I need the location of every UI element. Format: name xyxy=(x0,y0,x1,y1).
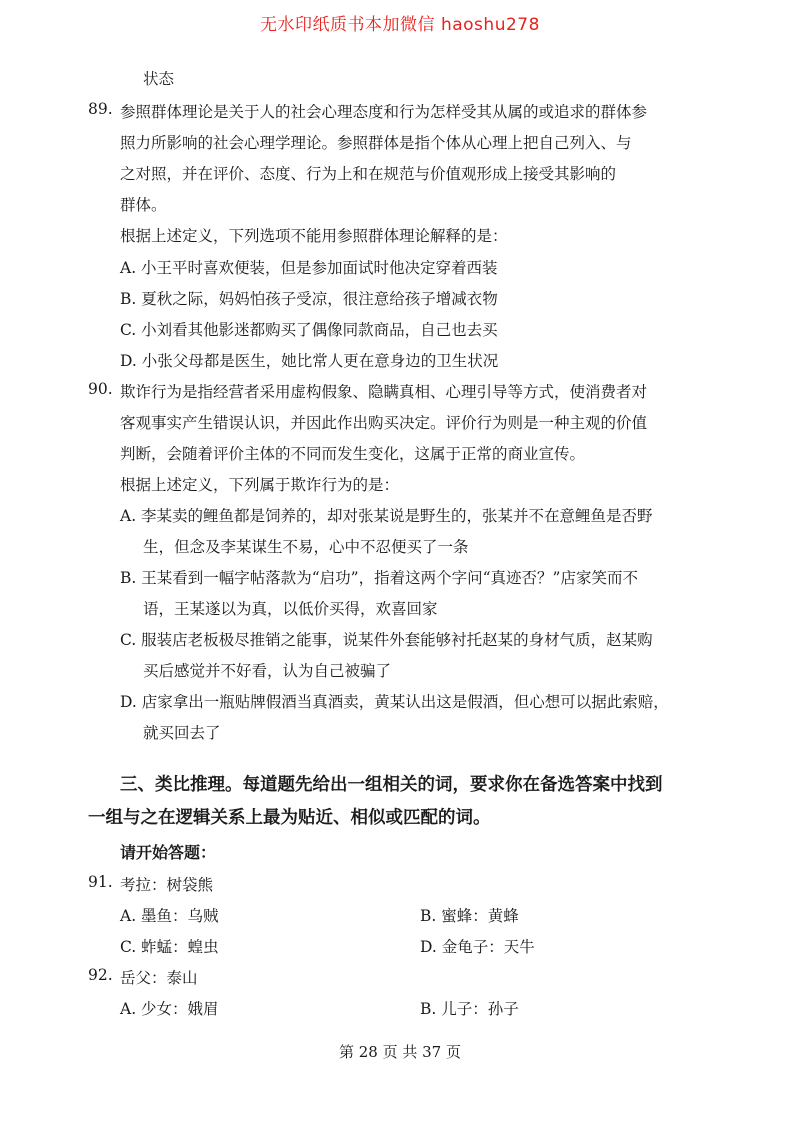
option-c: C. 小刘看其他影迷都购买了偶像同款商品，自己也去买 xyxy=(120,321,498,339)
question-stem-line: 参照群体理论是关于人的社会心理态度和行为怎样受其从属的或追求的群体参 xyxy=(120,103,648,121)
start-instruction: 请开始答题： xyxy=(120,843,217,862)
question-stem-line: 欺诈行为是指经营者采用虚构假象、隐瞒真相、心理引导等方式，使消费者对 xyxy=(120,383,648,401)
question-stem: 岳父：泰山 xyxy=(120,969,198,987)
option-b: B. 王某看到一幅字帖落款为“启功”，指着这两个字问“真迹否？”店家笑而不 xyxy=(120,569,638,587)
option-b-continued: 语，王某遂以为真，以低价买得，欢喜回家 xyxy=(143,600,438,618)
previous-page-tail: 状态 xyxy=(143,70,175,88)
page-footer: 第 28 页 共 37 页 xyxy=(338,1043,461,1061)
question-number: 90. xyxy=(88,380,113,398)
option-d: D. 店家拿出一瓶贴牌假酒当真酒卖，黄某认出这是假酒，但心想可以据此索赔， xyxy=(120,693,669,711)
option-b: B. 夏秋之际，妈妈怕孩子受凉，很注意给孩子增减衣物 xyxy=(120,290,498,308)
option-d-continued: 就买回去了 xyxy=(143,724,221,742)
option-b: B. 蜜蜂：黄蜂 xyxy=(420,907,519,925)
question-stem-line: 之对照，并在评价、态度、行为上和在规范与价值观形成上接受其影响的 xyxy=(120,165,617,183)
question-stem-line: 照力所影响的社会心理学理论。参照群体是指个体从心理上把自己列入、与 xyxy=(120,134,632,152)
option-c-continued: 买后感觉并不好看，认为自己被骗了 xyxy=(143,662,392,680)
option-a: A. 小王平时喜欢便装，但是参加面试时他决定穿着西装 xyxy=(120,259,498,277)
question-prompt: 根据上述定义，下列选项不能用参照群体理论解释的是： xyxy=(120,227,508,245)
option-d: D. 金龟子：天牛 xyxy=(420,938,535,956)
option-c: C. 服装店老板极尽推销之能事，说某件外套能够衬托赵某的身材气质，赵某购 xyxy=(120,631,653,649)
option-d: D. 小张父母都是医生，她比常人更在意身边的卫生状况 xyxy=(120,352,499,370)
option-a: A. 少女：娥眉 xyxy=(120,1000,219,1018)
question-number: 89. xyxy=(88,100,113,118)
option-a: A. 墨鱼：乌贼 xyxy=(120,907,219,925)
question-stem-line: 群体。 xyxy=(120,196,167,214)
option-c: C. 蚱蜢：蝗虫 xyxy=(120,938,219,956)
watermark-text: 无水印纸质书本加微信 haoshu278 xyxy=(260,15,540,35)
question-number: 92. xyxy=(88,966,113,984)
option-a-continued: 生，但念及李某谋生不易，心中不忍便买了一条 xyxy=(143,538,469,556)
question-number: 91. xyxy=(88,873,113,891)
option-a: A. 李某卖的鲤鱼都是饲养的，却对张某说是野生的，张某并不在意鲤鱼是否野 xyxy=(120,507,653,525)
question-stem: 考拉：树袋熊 xyxy=(120,876,214,894)
option-b: B. 儿子：孙子 xyxy=(420,1000,519,1018)
question-prompt: 根据上述定义，下列属于欺诈行为的是： xyxy=(120,476,400,494)
section-heading: 三、类比推理。每道题先给出一组相关的词，要求你在备选答案中找到 xyxy=(120,775,663,795)
section-heading-continued: 一组与之在逻辑关系上最为贴近、相似或匹配的词。 xyxy=(88,808,491,828)
question-stem-line: 客观事实产生错误认识，并因此作出购买决定。评价行为则是一种主观的价值 xyxy=(120,414,648,432)
question-stem-line: 判断，会随着评价主体的不同而发生变化，这属于正常的商业宣传。 xyxy=(120,445,586,463)
